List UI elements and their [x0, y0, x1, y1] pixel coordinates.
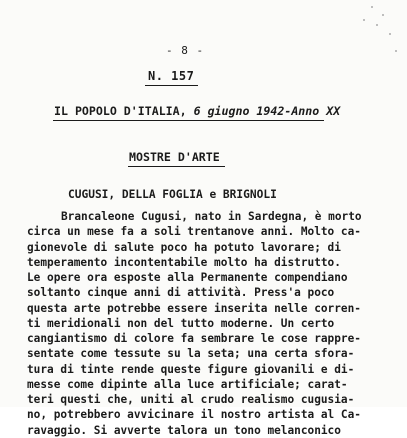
scan-speck [382, 14, 384, 16]
scan-speck [395, 50, 397, 52]
scan-speck [371, 6, 373, 8]
source-line [54, 104, 340, 118]
publication-name: IL POPOLO D'ITALIA, [54, 104, 187, 118]
section-title: MOSTRE D'ARTE [129, 150, 220, 164]
source-underline [53, 120, 324, 121]
body-line: ti meridionali non del tutto moderne. Un certo [27, 316, 335, 330]
body-line: ravaggio. Si avverte talora un tono melanconico [27, 423, 341, 437]
article-subtitle: CUGUSI, DELLA FOGLIA e BRIGNOLI [68, 188, 277, 201]
scan-speck [376, 24, 378, 26]
body-line: Le opere ora esposte alla Permanente compendiano [27, 271, 348, 284]
body-line: sentate come tessute su la seta; una certa sfora- [27, 347, 355, 361]
body-line: tura di tinte rende queste figure giovanili e di- [27, 362, 355, 376]
body-line: no, potrebbero avvicinare il nostro artista al Ca- [27, 408, 361, 422]
scan-speck [389, 33, 391, 35]
body-line: questa arte potrebbe essere inserita nelle corren- [27, 301, 361, 315]
body-line: soltanto cinque anni di attività. Press'a poco [27, 286, 335, 300]
body-line: Brancaleone Cugusi, nato in Sardegna, è morto [61, 210, 362, 223]
body-line: circa un mese fa a soli trentanove anni. Molto ca- [27, 225, 361, 239]
document-number-underline [145, 85, 198, 86]
article-body [27, 209, 399, 438]
section-title-underline [128, 166, 225, 167]
body-line: teri questi che, uniti al crudo realismo cugusia- [27, 393, 355, 406]
scan-speck [363, 19, 365, 21]
publication-date: 6 giugno 1942-Anno XX [193, 104, 341, 118]
body-line: cangiantismo di colore fa sembrare le cose rappre- [27, 332, 361, 345]
body-line: gionevole di salute poco ha potuto lavorare; di [27, 240, 341, 254]
page-number: - 8 - [166, 44, 205, 57]
body-line: messe come dipinte alla luce artificiale; carat- [27, 377, 348, 391]
body-line: temperamento incontentabile molto ha distrutto. [27, 255, 341, 269]
document-number: N. 157 [148, 69, 195, 83]
